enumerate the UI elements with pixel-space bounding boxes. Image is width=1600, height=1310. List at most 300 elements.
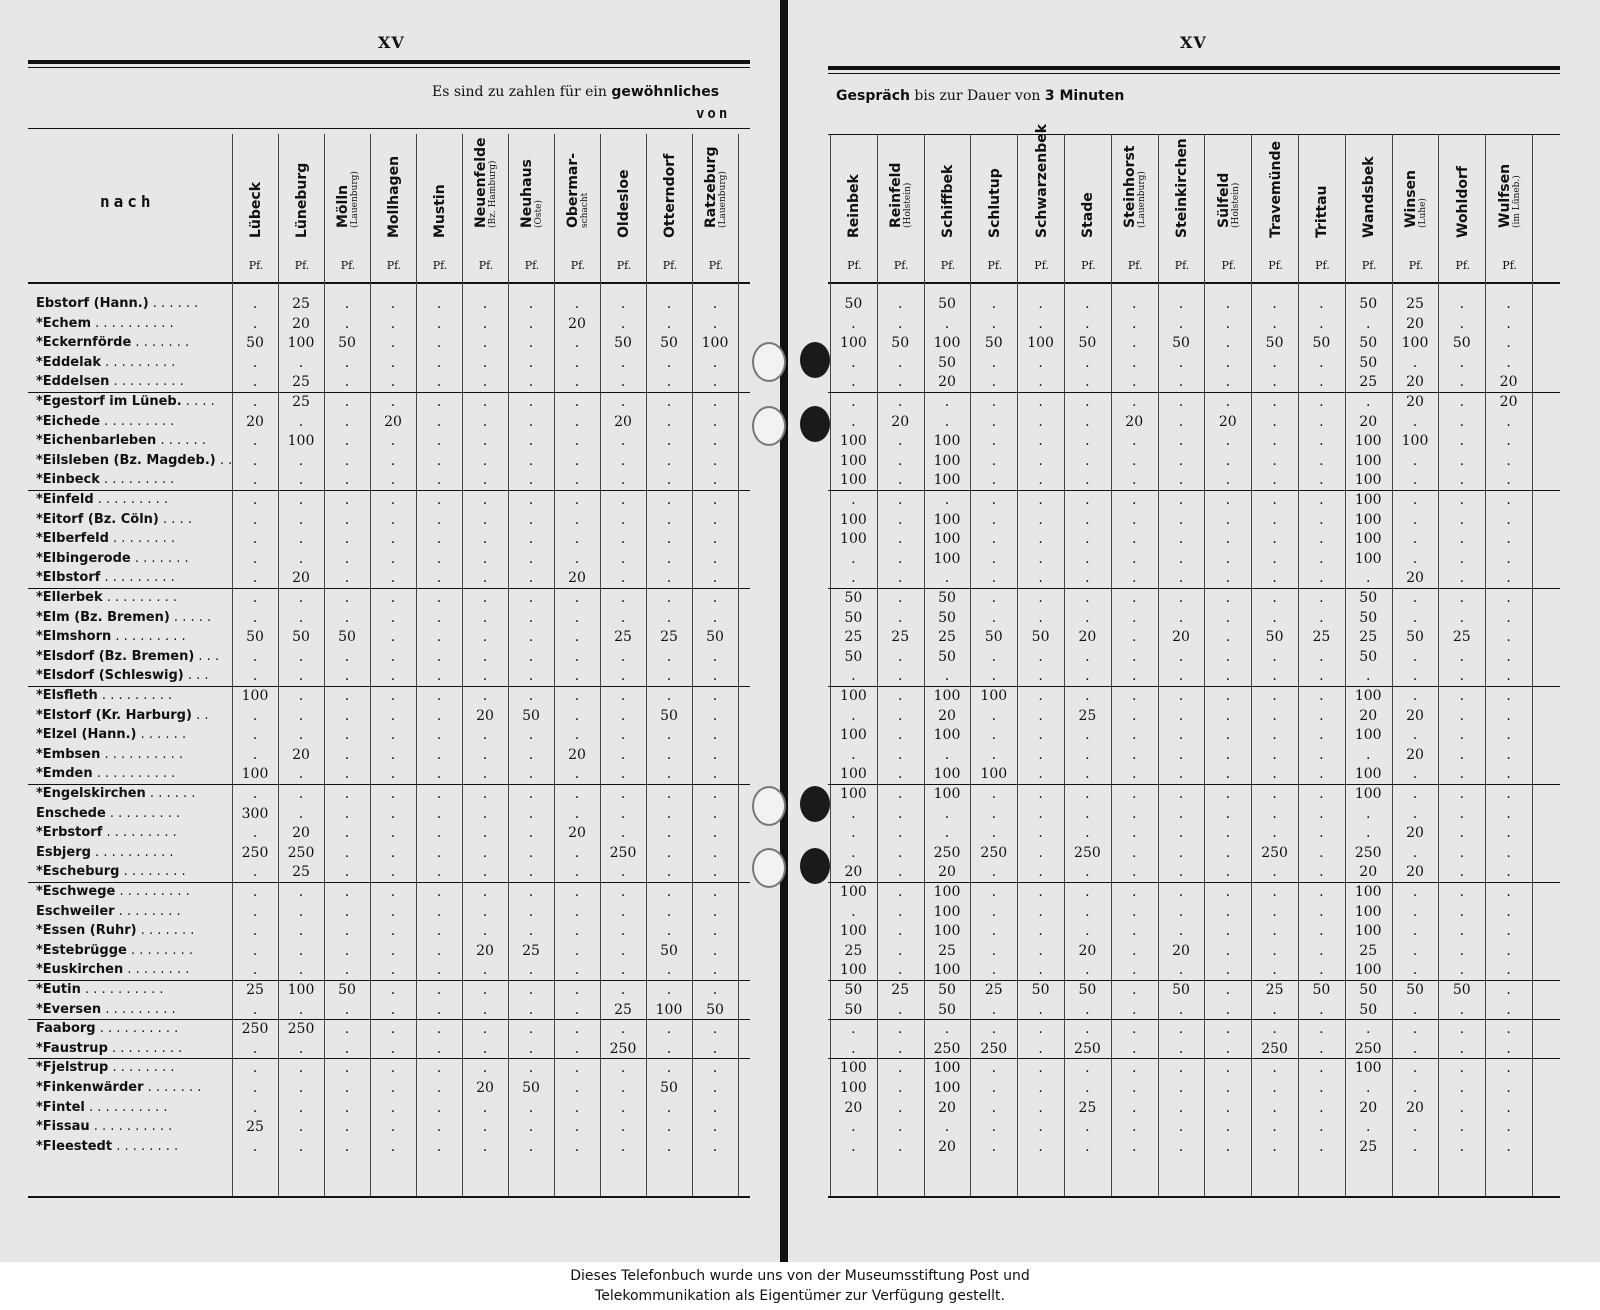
table-cell: . bbox=[1085, 648, 1090, 665]
table-cell: 100 bbox=[241, 688, 269, 704]
table-cell: . bbox=[620, 433, 626, 450]
table-cell: . bbox=[436, 903, 442, 920]
table-cell: . bbox=[482, 746, 488, 763]
table-cell: . bbox=[1506, 1060, 1511, 1077]
column-header bbox=[1158, 134, 1206, 282]
table-cell: . bbox=[1459, 296, 1465, 312]
table-cell: . bbox=[712, 1021, 718, 1038]
table-cell: . bbox=[1178, 1001, 1184, 1018]
table-cell: . bbox=[436, 648, 442, 665]
table-cell: . bbox=[1319, 1099, 1324, 1116]
table-cell: . bbox=[1178, 668, 1184, 685]
place-name-text: *Eichenbarleben bbox=[36, 433, 157, 449]
table-cell: . bbox=[1412, 766, 1418, 783]
table-cell: . bbox=[1319, 903, 1324, 920]
table-cell: . bbox=[620, 942, 626, 959]
table-cell: . bbox=[1085, 394, 1090, 410]
leader-dots: . . . . . . . . . bbox=[101, 1001, 176, 1017]
row-place-name bbox=[36, 512, 192, 528]
table-cell: . bbox=[528, 609, 534, 626]
leader-dots: . . . . . . . . . . bbox=[89, 1119, 173, 1135]
table-cell: . bbox=[436, 550, 442, 567]
table-cell: . bbox=[1459, 315, 1465, 332]
table-cell: . bbox=[528, 1060, 534, 1077]
leader-dots: . . . . . . . bbox=[131, 335, 190, 351]
table-cell: 50 bbox=[844, 648, 863, 665]
binding-hole bbox=[800, 786, 830, 822]
row-place-name bbox=[36, 806, 180, 822]
table-cell: . bbox=[1319, 590, 1324, 606]
table-cell: . bbox=[897, 1099, 903, 1116]
unit-label: Pf. bbox=[893, 259, 909, 272]
column-name: Oldesloe bbox=[616, 169, 632, 238]
table-cell: . bbox=[1038, 1040, 1043, 1057]
table-cell: . bbox=[436, 492, 442, 508]
table-cell: . bbox=[991, 805, 997, 822]
table-cell: . bbox=[1038, 1001, 1043, 1018]
table-cell: . bbox=[1506, 452, 1511, 469]
table-cell: . bbox=[666, 805, 672, 822]
table-cell: 100 bbox=[701, 335, 729, 352]
table-cell: . bbox=[1319, 648, 1324, 665]
table-cell: . bbox=[1506, 1001, 1511, 1018]
table-cell: . bbox=[436, 590, 442, 606]
column-header-label bbox=[1362, 156, 1376, 238]
table-cell: . bbox=[390, 727, 396, 744]
table-cell: 50 bbox=[844, 296, 863, 312]
table-cell: . bbox=[436, 727, 442, 744]
table-cell: . bbox=[482, 1138, 488, 1155]
table-cell: . bbox=[991, 884, 997, 900]
row-place-name bbox=[36, 316, 174, 332]
table-cell: . bbox=[482, 668, 488, 685]
column-header bbox=[1485, 134, 1533, 282]
table-cell: 20 bbox=[1406, 864, 1424, 881]
table-cell: . bbox=[1085, 550, 1090, 567]
leader-dots: . . . . . . bbox=[156, 433, 206, 449]
table-cell: . bbox=[1272, 1021, 1277, 1038]
table-cell: . bbox=[1178, 472, 1184, 489]
table-cell: . bbox=[1459, 1001, 1465, 1018]
row-place-name bbox=[36, 335, 189, 351]
table-cell: . bbox=[1506, 1099, 1511, 1116]
header-left-pre: Es sind zu zahlen für ein bbox=[432, 84, 612, 100]
column-name: Wandsbek bbox=[1361, 156, 1378, 238]
table-cell: . bbox=[298, 354, 304, 371]
table-cell: . bbox=[1085, 786, 1090, 802]
table-cell: . bbox=[1365, 1080, 1371, 1096]
column-name: Steinhorst bbox=[1122, 145, 1139, 228]
table-cell: . bbox=[1178, 903, 1184, 920]
table-cell: . bbox=[1272, 727, 1277, 744]
leader-dots: . . . bbox=[183, 668, 209, 684]
table-cell: . bbox=[574, 942, 580, 959]
table-cell: . bbox=[482, 982, 488, 998]
table-cell: 50 bbox=[660, 942, 678, 959]
table-cell: . bbox=[897, 433, 903, 450]
table-cell: . bbox=[851, 825, 856, 842]
leader-dots: . . . . . . . . . bbox=[107, 1040, 183, 1056]
table-cell: 20 bbox=[891, 413, 910, 430]
table-cell: . bbox=[528, 805, 534, 822]
table-cell: 50 bbox=[292, 629, 310, 646]
row-group-rule bbox=[28, 1019, 750, 1020]
table-cell: . bbox=[436, 707, 442, 724]
table-cell: . bbox=[620, 1099, 626, 1116]
table-cell: . bbox=[298, 942, 304, 959]
table-cell: . bbox=[1178, 452, 1184, 469]
table-cell: . bbox=[1225, 570, 1231, 587]
table-cell: . bbox=[1365, 746, 1371, 763]
table-cell: . bbox=[390, 786, 396, 802]
table-cell: . bbox=[390, 492, 396, 508]
table-cell: . bbox=[344, 296, 350, 312]
table-cell: . bbox=[482, 844, 488, 861]
table-cell: . bbox=[1272, 472, 1277, 489]
column-name: Trittau bbox=[1314, 185, 1331, 238]
table-cell: . bbox=[574, 766, 580, 783]
table-cell: . bbox=[252, 296, 258, 312]
table-cell: . bbox=[1506, 550, 1511, 567]
header-right-bold1: Gespräch bbox=[836, 88, 910, 104]
table-cell: . bbox=[436, 923, 442, 940]
table-cell: . bbox=[620, 1138, 626, 1155]
place-name-text: *Eckernförde bbox=[36, 335, 132, 351]
column-name: Reinfeld bbox=[888, 162, 905, 228]
table-cell: . bbox=[344, 315, 350, 332]
row-group-rule bbox=[828, 588, 1560, 589]
column-header-label bbox=[1269, 141, 1283, 238]
table-cell: . bbox=[528, 727, 534, 744]
leader-dots: . . bbox=[191, 707, 209, 723]
table-cell: . bbox=[482, 903, 488, 920]
table-cell: . bbox=[252, 354, 258, 371]
leader-dots: . . . . . . . . . . bbox=[92, 766, 176, 782]
table-cell: . bbox=[482, 1060, 488, 1077]
table-cell: . bbox=[528, 570, 534, 587]
table-cell: . bbox=[1178, 727, 1184, 744]
table-cell: 100 bbox=[980, 688, 1008, 704]
table-cell: . bbox=[666, 864, 672, 881]
table-cell: . bbox=[252, 590, 258, 606]
table-cell: . bbox=[1225, 472, 1231, 489]
table-cell: . bbox=[1319, 452, 1324, 469]
table-cell: . bbox=[991, 707, 997, 724]
table-cell: . bbox=[1506, 1040, 1511, 1057]
place-name-text: *Eilsleben (Bz. Magdeb.) bbox=[36, 452, 216, 468]
table-cell: . bbox=[1085, 1001, 1090, 1018]
table-cell: . bbox=[344, 648, 350, 665]
table-cell: . bbox=[1178, 766, 1184, 783]
table-cell: . bbox=[1178, 413, 1184, 430]
table-cell: . bbox=[482, 570, 488, 587]
table-cell: . bbox=[1085, 296, 1090, 312]
place-name-text: Eschweiler bbox=[36, 903, 115, 919]
table-cell: . bbox=[1459, 923, 1465, 940]
table-cell: . bbox=[528, 1001, 534, 1018]
table-cell: . bbox=[482, 550, 488, 567]
table-cell: . bbox=[1131, 472, 1137, 489]
nach-label: nach bbox=[100, 192, 155, 211]
table-cell: . bbox=[1178, 492, 1184, 508]
table-cell: . bbox=[344, 570, 350, 587]
table-cell: . bbox=[1272, 315, 1277, 332]
table-cell: . bbox=[482, 590, 488, 606]
table-cell: . bbox=[528, 844, 534, 861]
column-name: Obermar- bbox=[565, 152, 581, 228]
table-cell: . bbox=[1319, 1021, 1324, 1038]
table-cell: . bbox=[620, 452, 626, 469]
table-cell: . bbox=[1085, 472, 1090, 489]
table-cell: . bbox=[1319, 923, 1324, 940]
table-cell: . bbox=[1319, 315, 1324, 332]
column-header-label bbox=[1035, 124, 1049, 238]
table-cell: . bbox=[1131, 727, 1137, 744]
row-group-rule bbox=[828, 686, 1560, 687]
column-name: Mölln bbox=[335, 184, 351, 228]
table-cell: . bbox=[712, 962, 718, 979]
leader-dots: . . . . . . . . . bbox=[97, 688, 173, 703]
column-header bbox=[278, 134, 325, 282]
table-cell: . bbox=[436, 472, 442, 489]
table-cell: 250 bbox=[1074, 1040, 1101, 1057]
unit-label: Pf. bbox=[987, 259, 1003, 272]
table-cell: . bbox=[1131, 609, 1137, 626]
table-cell: . bbox=[666, 315, 672, 332]
table-cell: 100 bbox=[1027, 335, 1054, 352]
table-cell: . bbox=[1365, 825, 1371, 842]
unit-label: Pf. bbox=[1268, 259, 1283, 272]
table-cell: . bbox=[1038, 746, 1043, 763]
table-cell: . bbox=[1319, 1080, 1324, 1096]
table-cell: . bbox=[1459, 884, 1465, 900]
table-cell: . bbox=[1459, 766, 1465, 783]
table-cell: . bbox=[1506, 629, 1511, 646]
table-cell: 100 bbox=[980, 766, 1008, 783]
table-cell: . bbox=[1506, 648, 1511, 665]
unit-label: Pf. bbox=[294, 259, 310, 272]
table-cell: 20 bbox=[844, 1099, 863, 1116]
row-place-name bbox=[36, 472, 174, 488]
table-cell: . bbox=[1178, 805, 1184, 822]
row-place-name bbox=[36, 414, 174, 430]
table-cell: . bbox=[666, 668, 672, 685]
top-rule-thin bbox=[828, 73, 1560, 74]
table-cell: . bbox=[666, 688, 672, 704]
table-cell: . bbox=[897, 1001, 903, 1018]
table-cell: . bbox=[344, 511, 350, 528]
table-cell: . bbox=[1225, 982, 1231, 998]
table-cell: . bbox=[298, 590, 304, 606]
table-cell: . bbox=[574, 590, 580, 606]
table-cell: . bbox=[1225, 1001, 1231, 1018]
table-cell: . bbox=[1225, 1021, 1231, 1038]
table-cell: 250 bbox=[1074, 844, 1101, 861]
row-place-name bbox=[36, 962, 189, 978]
table-cell: . bbox=[528, 1138, 534, 1155]
table-cell: . bbox=[897, 844, 903, 861]
column-header bbox=[692, 134, 739, 282]
table-cell: . bbox=[252, 550, 258, 567]
table-cell: . bbox=[1506, 727, 1511, 744]
table-cell: 25 bbox=[614, 1001, 632, 1018]
table-cell: . bbox=[344, 884, 350, 900]
table-cell: . bbox=[897, 648, 903, 665]
place-name-text: *Fintel bbox=[36, 1099, 85, 1115]
header-right bbox=[836, 88, 1124, 104]
table-cell: . bbox=[1459, 688, 1465, 704]
unit-label: Pf. bbox=[708, 259, 724, 272]
table-cell: . bbox=[666, 923, 672, 940]
table-cell: . bbox=[1038, 1060, 1043, 1077]
table-cell: 25 bbox=[660, 629, 678, 646]
table-cell: . bbox=[851, 315, 856, 332]
table-cell: . bbox=[1412, 492, 1418, 508]
table-cell: . bbox=[620, 805, 626, 822]
table-cell: . bbox=[1131, 590, 1137, 606]
unit-label: Pf. bbox=[340, 259, 356, 272]
place-name-text: *Eversen bbox=[36, 1001, 102, 1017]
table-cell: . bbox=[1225, 492, 1231, 508]
table-cell: . bbox=[482, 492, 488, 508]
table-cell: . bbox=[1506, 413, 1511, 430]
row-place-name bbox=[36, 355, 175, 371]
table-cell: . bbox=[1131, 688, 1137, 704]
table-cell: . bbox=[482, 1021, 488, 1038]
table-cell: . bbox=[1319, 296, 1324, 312]
table-cell: . bbox=[1085, 805, 1090, 822]
table-cell: . bbox=[991, 315, 997, 332]
table-cell: . bbox=[482, 472, 488, 489]
unit-label: Pf. bbox=[1408, 259, 1424, 272]
table-cell: . bbox=[1131, 550, 1137, 567]
table-cell: . bbox=[482, 394, 488, 410]
table-cell: 250 bbox=[933, 844, 961, 861]
table-cell: . bbox=[1178, 1060, 1184, 1077]
table-cell: . bbox=[712, 844, 718, 861]
table-cell: . bbox=[1038, 707, 1043, 724]
table-cell: . bbox=[574, 884, 580, 900]
column-subtitle: (Oste) bbox=[534, 200, 544, 228]
table-cell: . bbox=[620, 609, 626, 626]
table-cell: . bbox=[620, 884, 626, 900]
row-group-rule bbox=[28, 588, 750, 589]
table-cell: . bbox=[666, 394, 672, 410]
table-cell: . bbox=[666, 825, 672, 842]
table-cell: . bbox=[436, 864, 442, 881]
table-cell: . bbox=[436, 1060, 442, 1077]
table-cell: . bbox=[991, 962, 997, 979]
unit-label: Pf. bbox=[662, 259, 678, 272]
table-cell: . bbox=[620, 903, 626, 920]
table-cell: . bbox=[528, 590, 534, 606]
table-cell: . bbox=[436, 805, 442, 822]
table-cell: 50 bbox=[1265, 629, 1284, 646]
column-header-label bbox=[433, 184, 447, 238]
table-cell: 100 bbox=[933, 1080, 961, 1096]
table-cell: 25 bbox=[1359, 942, 1378, 959]
column-name: Ratzeburg bbox=[703, 146, 719, 228]
column-header bbox=[924, 134, 972, 282]
table-cell: . bbox=[390, 433, 396, 450]
table-cell: . bbox=[897, 727, 903, 744]
table-cell: . bbox=[436, 1001, 442, 1018]
table-cell: . bbox=[574, 413, 580, 430]
table-cell: 20 bbox=[1406, 315, 1424, 332]
table-cell: . bbox=[390, 354, 396, 371]
table-cell: . bbox=[482, 629, 488, 646]
table-cell: . bbox=[620, 1119, 626, 1136]
table-cell: . bbox=[1178, 884, 1184, 900]
column-header-label bbox=[663, 154, 677, 238]
place-name-text: *Einbeck bbox=[36, 472, 100, 488]
table-cell: . bbox=[436, 962, 442, 979]
table-cell: . bbox=[1131, 1099, 1137, 1116]
table-cell: . bbox=[390, 668, 396, 685]
table-cell: . bbox=[390, 550, 396, 567]
table-bottom-rule bbox=[828, 1196, 1560, 1198]
table-cell: . bbox=[1506, 923, 1511, 940]
table-cell: . bbox=[1038, 1138, 1043, 1155]
footer-line-1: Dieses Telefonbuch wurde uns von der Museumsstiftung Post und bbox=[570, 1268, 1030, 1284]
table-cell: . bbox=[298, 472, 304, 489]
table-cell: 50 bbox=[938, 609, 956, 626]
table-cell: . bbox=[712, 668, 718, 685]
table-cell: . bbox=[897, 1080, 903, 1096]
table-cell: . bbox=[991, 531, 997, 548]
place-name-text: *Elbingerode bbox=[36, 550, 131, 566]
table-cell: . bbox=[298, 511, 304, 528]
top-rule-thin bbox=[28, 67, 750, 68]
row-place-name bbox=[36, 825, 177, 841]
row-place-name bbox=[36, 590, 177, 606]
table-cell: . bbox=[1178, 511, 1184, 528]
table-cell: . bbox=[666, 727, 672, 744]
table-cell: . bbox=[1178, 1040, 1184, 1057]
table-cell: . bbox=[574, 1021, 580, 1038]
row-place-name bbox=[36, 708, 208, 724]
table-cell: . bbox=[944, 492, 950, 508]
table-cell: 100 bbox=[840, 511, 867, 528]
table-cell: . bbox=[897, 472, 903, 489]
table-cell: . bbox=[1272, 511, 1277, 528]
table-cell: . bbox=[436, 1099, 442, 1116]
table-cell: . bbox=[574, 550, 580, 567]
table-cell: . bbox=[1459, 492, 1465, 508]
unit-label: Pf. bbox=[248, 259, 264, 272]
table-cell: . bbox=[252, 570, 258, 587]
table-cell: . bbox=[1272, 1080, 1277, 1096]
column-header-label bbox=[249, 182, 263, 238]
table-cell: . bbox=[252, 1138, 258, 1155]
table-cell: 20 bbox=[1218, 413, 1237, 430]
table-cell: . bbox=[897, 354, 903, 371]
table-cell: . bbox=[666, 1099, 672, 1116]
table-cell: 100 bbox=[1354, 923, 1382, 940]
table-cell: . bbox=[436, 668, 442, 685]
table-cell: . bbox=[1131, 1060, 1137, 1077]
table-cell: 100 bbox=[1354, 550, 1382, 567]
table-cell: . bbox=[1319, 550, 1324, 567]
row-group-rule bbox=[828, 1058, 1560, 1059]
table-cell: . bbox=[1459, 452, 1465, 469]
column-name: Travemünde bbox=[1267, 140, 1284, 238]
table-cell: . bbox=[344, 531, 350, 548]
table-cell: . bbox=[528, 472, 534, 489]
table-cell: . bbox=[528, 413, 534, 430]
table-cell: . bbox=[436, 844, 442, 861]
table-cell: . bbox=[897, 570, 903, 587]
